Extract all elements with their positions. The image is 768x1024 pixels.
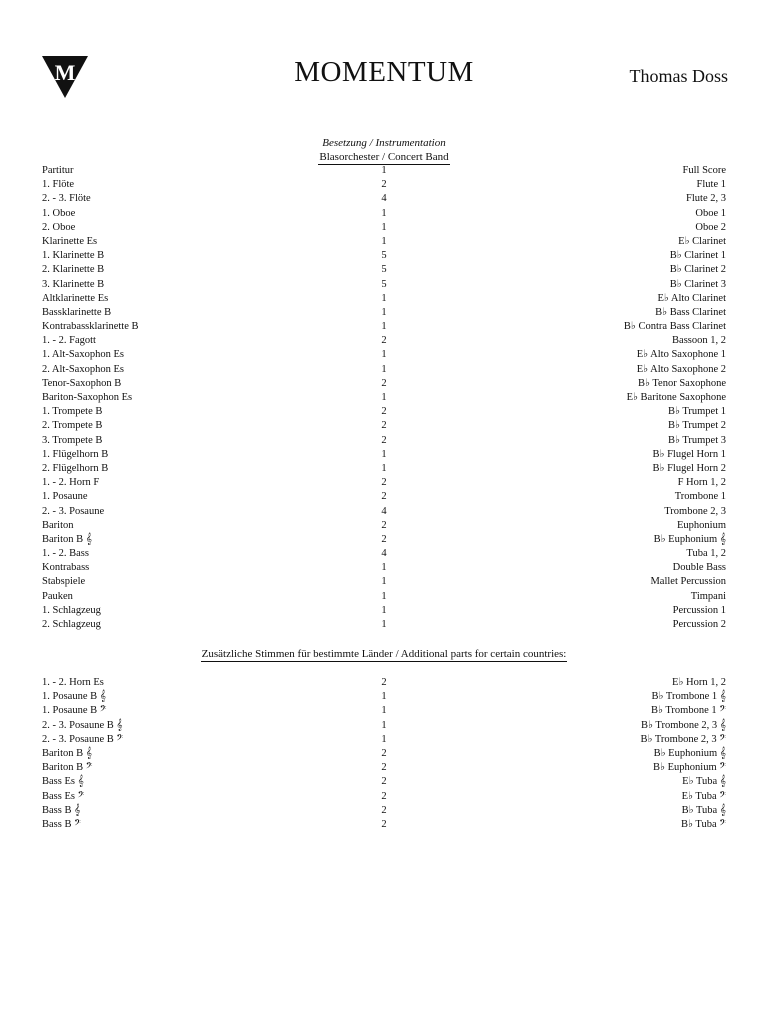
ensemble-heading — [0, 151, 768, 165]
part-row — [42, 207, 726, 221]
part-row — [42, 561, 726, 575]
part-row — [42, 519, 726, 533]
part-name-english: B♭ Bass Clarinet — [655, 306, 726, 318]
part-name-german: Bariton B 𝄞 — [42, 533, 92, 545]
part-count: 1 — [381, 733, 387, 745]
part-count: 2 — [381, 434, 387, 446]
part-row — [42, 618, 726, 632]
part-row — [42, 178, 726, 192]
piece-title: MOMENTUM — [294, 56, 474, 88]
part-name-german: 2. Alt-Saxophon Es — [42, 363, 124, 375]
part-count: 2 — [381, 377, 387, 389]
part-count: 2 — [381, 519, 387, 531]
part-name-german: 2. Flügelhorn B — [42, 462, 109, 474]
part-row — [42, 235, 726, 249]
part-name-english: B♭ Trumpet 3 — [667, 434, 726, 446]
part-name-german: 3. Klarinette B — [42, 278, 105, 290]
part-name-english: B♭ Flugel Horn 2 — [652, 462, 726, 474]
part-name-german: Bariton-Saxophon Es — [42, 392, 133, 403]
part-count: 1 — [381, 448, 387, 460]
part-count: 4 — [381, 548, 387, 560]
part-row — [42, 391, 726, 405]
part-count: 1 — [381, 619, 387, 630]
part-name-german: Bass Es 𝄢 — [42, 790, 85, 802]
part-name-english: B♭ Euphonium 𝄢 — [653, 762, 726, 774]
part-name-english: Flute 2, 3 — [686, 193, 726, 205]
part-count: 1 — [381, 235, 387, 247]
part-row — [42, 604, 726, 618]
instrumentation-heading: Besetzung / Instrumentation — [322, 137, 446, 149]
part-name-english: B♭ Trumpet 2 — [667, 420, 726, 432]
part-count: 2 — [381, 420, 387, 432]
part-row — [42, 419, 726, 433]
part-name-german: Bass Es 𝄞 — [42, 776, 84, 788]
part-name-english: B♭ Tuba 𝄢 — [681, 818, 726, 830]
part-count: 2 — [381, 533, 387, 545]
part-name-german: 2. - 3. Posaune — [42, 505, 105, 517]
part-row — [42, 590, 726, 604]
part-row — [42, 292, 726, 306]
part-name-german: 1. Posaune B 𝄞 — [42, 691, 106, 703]
part-row — [42, 192, 726, 206]
part-name-german: Altklarinette Es — [42, 292, 109, 304]
part-row — [42, 263, 726, 277]
part-name-german: 2. Schlagzeug — [42, 619, 101, 630]
part-count: 2 — [381, 818, 387, 830]
part-name-german: 1. - 2. Bass — [42, 548, 89, 560]
part-count: 4 — [381, 505, 387, 517]
part-count: 1 — [381, 221, 387, 233]
part-row — [42, 547, 726, 561]
part-count: 2 — [381, 790, 387, 802]
part-name-english: E♭ Tuba 𝄞 — [682, 776, 726, 788]
part-row — [42, 221, 726, 235]
part-name-german: 2. - 3. Posaune B 𝄞 — [42, 719, 123, 731]
part-name-english: E♭ Horn 1, 2 — [672, 677, 726, 688]
part-name-english: E♭ Baritone Saxophone — [626, 392, 726, 403]
part-name-german: Tenor-Saxophon B — [42, 377, 122, 389]
part-name-english: B♭ Clarinet 3 — [669, 278, 726, 290]
part-count: 1 — [381, 719, 387, 731]
part-name-german: 1. - 2. Fagott — [42, 335, 96, 347]
part-name-german: 1. Posaune B 𝄢 — [42, 705, 107, 717]
part-count: 2 — [381, 335, 387, 347]
additional-parts-heading-text: Zusätzliche Stimmen für bestimmte Länder / Additional parts for certain countries: — [201, 648, 567, 660]
composer-name: Thomas Doss — [629, 66, 728, 86]
part-name-german: Kontrabassklarinette B — [42, 321, 139, 333]
part-count: 2 — [381, 491, 387, 503]
part-count: 1 — [381, 363, 387, 375]
part-row — [42, 775, 726, 789]
part-name-german: Bariton B 𝄞 — [42, 747, 92, 759]
part-name-german: Bass B 𝄞 — [42, 804, 81, 816]
part-name-english: B♭ Flugel Horn 1 — [652, 448, 726, 460]
part-name-english: B♭ Trombone 1 𝄞 — [651, 691, 726, 703]
additional-parts-heading — [0, 648, 768, 662]
part-count: 1 — [381, 576, 387, 588]
part-name-german: 1. Schlagzeug — [42, 604, 101, 616]
part-row — [42, 733, 726, 747]
part-name-english: Percussion 2 — [672, 619, 726, 630]
part-name-english: B♭ Contra Bass Clarinet — [623, 321, 726, 333]
part-name-english: B♭ Clarinet 2 — [669, 264, 726, 276]
part-name-english: Oboe 1 — [695, 207, 726, 219]
part-name-german: 1. Alt-Saxophon Es — [42, 349, 124, 361]
part-name-english: E♭ Alto Clarinet — [657, 292, 726, 304]
part-name-english: E♭ Alto Saxophone 2 — [636, 363, 726, 375]
part-name-german: Stabspiele — [42, 576, 86, 588]
part-count: 1 — [381, 207, 387, 219]
part-count: 1 — [381, 349, 387, 361]
part-name-english: Full Score — [682, 165, 726, 176]
part-name-german: 2. - 3. Posaune B 𝄢 — [42, 733, 124, 745]
part-name-english: B♭ Clarinet 1 — [669, 250, 726, 262]
part-name-german: 1. Oboe — [42, 207, 76, 219]
part-name-german: 1. - 2. Horn Es — [42, 677, 104, 688]
part-name-german: Klarinette Es — [42, 235, 98, 247]
part-name-german: 3. Trompete B — [42, 434, 103, 446]
part-name-english: Flute 1 — [696, 179, 726, 191]
part-row — [42, 363, 726, 377]
instrumentation-list — [42, 164, 726, 632]
part-name-english: E♭ Clarinet — [678, 235, 726, 247]
part-row — [42, 676, 726, 690]
part-row — [42, 761, 726, 775]
part-row — [42, 348, 726, 362]
part-count: 2 — [381, 762, 387, 774]
part-name-german: Bass B 𝄢 — [42, 818, 81, 830]
part-name-english: Timpani — [690, 590, 726, 602]
part-name-english: E♭ Tuba 𝄢 — [681, 790, 726, 802]
logo-letter: M — [54, 60, 76, 85]
part-name-german: 1. Trompete B — [42, 406, 103, 418]
part-row — [42, 804, 726, 818]
part-count: 2 — [381, 179, 387, 191]
part-count: 1 — [381, 562, 387, 574]
part-row — [42, 405, 726, 419]
part-count: 1 — [381, 691, 387, 703]
part-count: 1 — [381, 321, 387, 333]
part-row — [42, 448, 726, 462]
part-row — [42, 278, 726, 292]
additional-parts-list — [42, 676, 726, 832]
part-name-english: B♭ Trombone 2, 3 𝄢 — [640, 733, 726, 745]
part-count: 1 — [381, 590, 387, 602]
part-name-english: B♭ Trombone 1 𝄢 — [650, 705, 726, 717]
part-name-german: 2. Oboe — [42, 221, 76, 233]
part-row — [42, 704, 726, 718]
part-row — [42, 334, 726, 348]
part-count: 2 — [381, 804, 387, 816]
part-name-german: 1. Posaune — [42, 491, 88, 503]
part-name-german: 1. Flügelhorn B — [42, 448, 109, 460]
part-name-english: Bassoon 1, 2 — [672, 335, 726, 347]
part-count: 1 — [381, 392, 387, 403]
part-name-german: 2. Trompete B — [42, 420, 103, 432]
part-name-german: Partitur — [42, 165, 74, 176]
part-row — [42, 476, 726, 490]
part-name-english: B♭ Trombone 2, 3 𝄞 — [641, 719, 726, 731]
part-count: 1 — [381, 292, 387, 304]
part-count: 2 — [381, 776, 387, 788]
part-name-english: B♭ Euphonium 𝄞 — [653, 747, 726, 759]
part-name-english: Trombone 2, 3 — [664, 505, 726, 517]
part-name-english: F Horn 1, 2 — [677, 477, 726, 489]
part-name-german: 2. Klarinette B — [42, 264, 105, 276]
part-name-english: Tuba 1, 2 — [686, 548, 726, 560]
part-name-english: Double Bass — [672, 562, 726, 574]
part-count: 1 — [381, 306, 387, 318]
part-row — [42, 164, 726, 178]
part-count: 2 — [381, 677, 387, 688]
part-count: 2 — [381, 477, 387, 489]
part-name-german: Pauken — [42, 590, 73, 602]
part-name-german: Kontrabass — [42, 562, 90, 574]
part-name-german: 2. - 3. Flöte — [42, 193, 91, 205]
part-count: 1 — [381, 165, 387, 176]
part-name-german: Bariton — [42, 519, 74, 531]
part-row — [42, 719, 726, 733]
part-name-english: Percussion 1 — [672, 604, 726, 616]
part-count: 1 — [381, 604, 387, 616]
part-row — [42, 320, 726, 334]
part-row — [42, 505, 726, 519]
part-name-english: Trombone 1 — [674, 491, 726, 503]
part-row — [42, 490, 726, 504]
part-count: 5 — [381, 250, 387, 262]
part-name-english: Oboe 2 — [695, 221, 726, 233]
part-count: 5 — [381, 264, 387, 276]
part-count: 5 — [381, 278, 387, 290]
part-name-english: B♭ Euphonium 𝄞 — [653, 533, 726, 545]
part-count: 1 — [381, 705, 387, 717]
part-name-english: Mallet Percussion — [650, 576, 726, 588]
part-row — [42, 249, 726, 263]
part-count: 2 — [381, 747, 387, 759]
part-count: 4 — [381, 193, 387, 205]
part-name-german: 1. Klarinette B — [42, 250, 105, 262]
part-count: 2 — [381, 406, 387, 418]
part-name-german: 1. Flöte — [42, 179, 75, 191]
part-name-german: Bassklarinette B — [42, 306, 112, 318]
part-name-german: 1. - 2. Horn F — [42, 477, 100, 489]
part-name-english: E♭ Alto Saxophone 1 — [636, 349, 726, 361]
part-row — [42, 377, 726, 391]
part-name-english: B♭ Tuba 𝄞 — [681, 804, 726, 816]
part-name-german: Bariton B 𝄢 — [42, 762, 93, 774]
part-row — [42, 818, 726, 832]
part-row — [42, 575, 726, 589]
part-row — [42, 747, 726, 761]
part-name-english: B♭ Tenor Saxophone — [637, 377, 726, 389]
part-name-english: B♭ Trumpet 1 — [667, 406, 726, 418]
part-name-english: Euphonium — [677, 519, 726, 531]
part-row — [42, 790, 726, 804]
ensemble-heading-text: Blasorchester / Concert Band — [319, 151, 449, 163]
part-row — [42, 690, 726, 704]
part-row — [42, 533, 726, 547]
part-row — [42, 434, 726, 448]
part-row — [42, 306, 726, 320]
part-count: 1 — [381, 462, 387, 474]
part-row — [42, 462, 726, 476]
